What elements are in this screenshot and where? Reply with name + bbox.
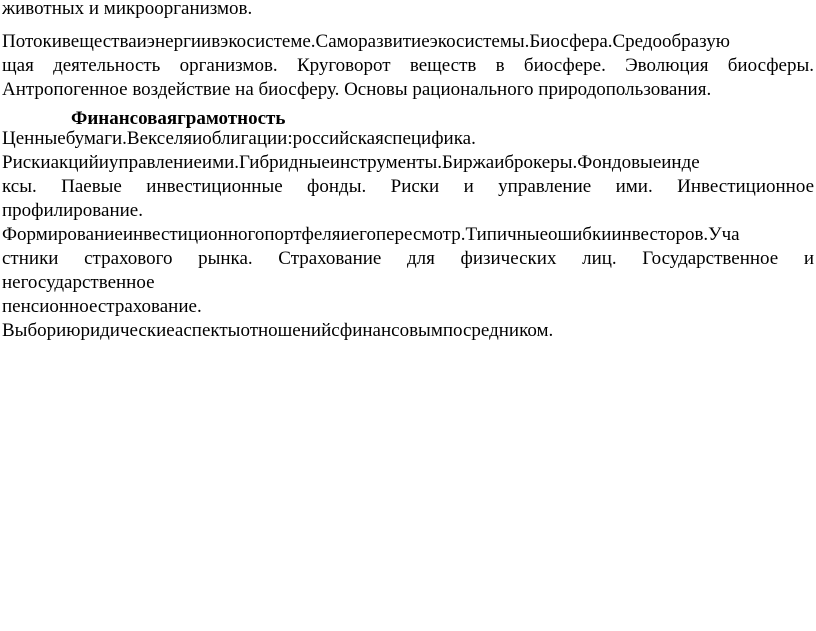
text-line: Выбориюридическиеаспектыотношенийсфинансовымпосредником. <box>2 320 554 341</box>
text-line: Ценныебумаги.Векселяиоблигации:российскаяспецифика. <box>2 128 476 149</box>
section-heading: Финансоваяграмотность <box>71 108 286 129</box>
text-line: щая деятельность организмов. Круговорот веществ в биосфере. Эволюция биосферы. <box>2 55 814 76</box>
text-line: пенсионноестрахование. <box>2 296 202 317</box>
text-line: стники страхового рынка. Страхование для физических лиц. Государственное и <box>2 248 814 269</box>
text-line: негосударственное <box>2 272 155 293</box>
text-line: животных и микроорганизмов. <box>2 0 253 19</box>
text-line: Антропогенное воздействие на биосферу. Основы рационального природопользования. <box>2 79 712 100</box>
text-line: Формированиеинвестиционногопортфеляиегопересмотр.Типичныеошибкиинвесторов.Уча <box>2 224 740 245</box>
text-line: ксы. Паевые инвестиционные фонды. Риски и управление ими. Инвестиционное <box>2 176 814 197</box>
text-line: профилирование. <box>2 200 143 221</box>
text-line: Потокивеществаиэнергиивэкосистеме.Саморазвитиеэкосистемы.Биосфера.Средообразую <box>2 31 730 52</box>
text-line: Рискиакцийиуправлениеими.Гибридныеинструменты.Биржаиброкеры.Фондовыеинде <box>2 152 700 173</box>
